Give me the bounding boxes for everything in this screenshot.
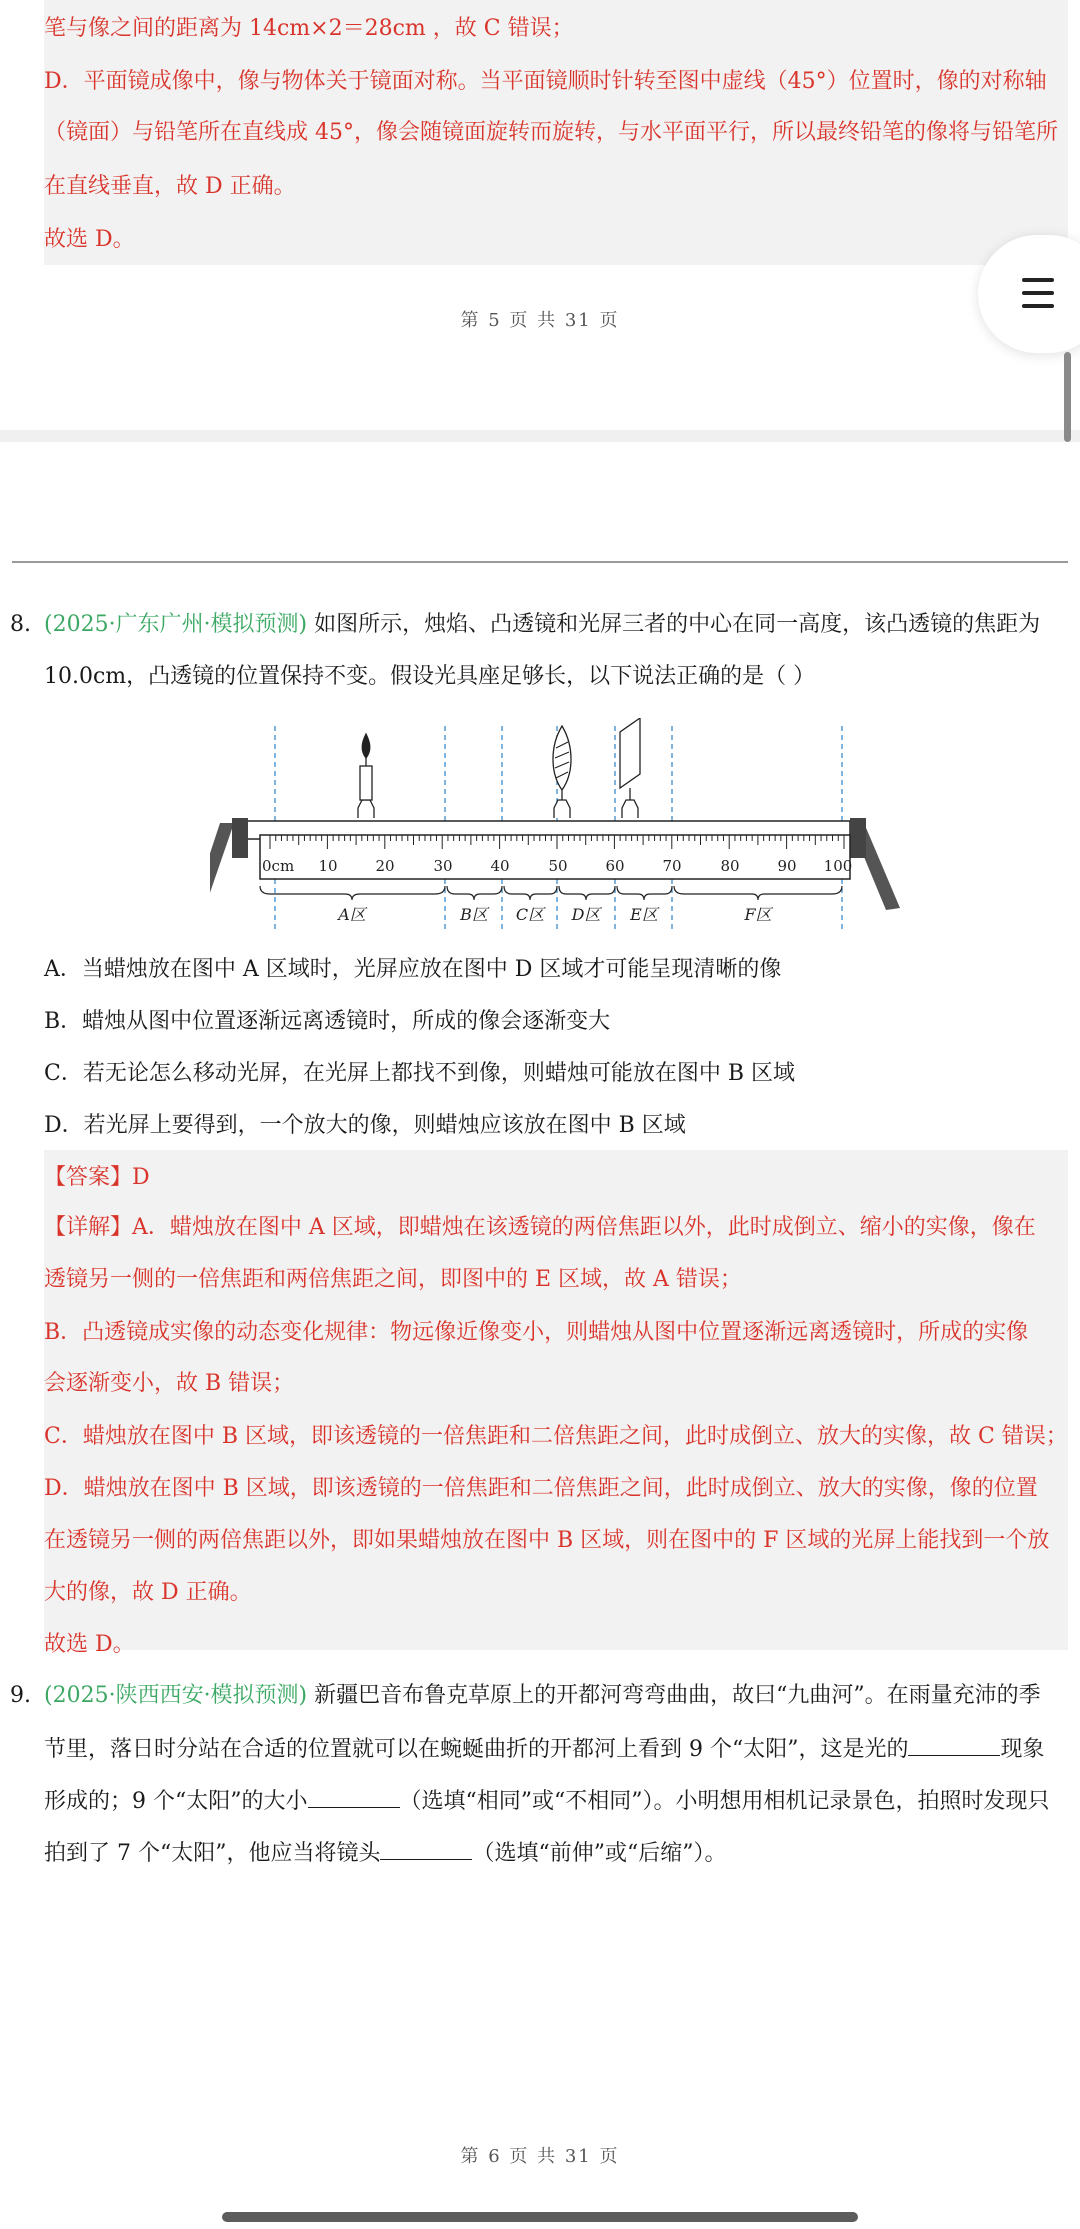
prev-line-3: （镜面）与铅笔所在直线成 45°，像会随镜面旋转而旋转，与水平面平行，所以最终铅笔的像将与铅笔所 (44, 120, 1058, 145)
q9-line-3 (44, 1785, 1064, 1817)
q8-source: (2025·广东广州·模拟预测) (44, 612, 308, 637)
q8-detail-3: B．凸透镜成实像的动态变化规律：物远像近像变小，则蜡烛从图中位置逐渐远离透镜时，所成的实像 (44, 1320, 1029, 1345)
q8-detail-5: C．蜡烛放在图中 B 区域，即该透镜的一倍焦距和二倍焦距之间，此时成倒立、放大的实像，故 C 错误； (44, 1424, 1068, 1449)
home-indicator[interactable] (222, 2212, 858, 2222)
tick-label: 80 (720, 857, 740, 875)
tick-label: 60 (605, 857, 625, 875)
q8-number: 8. (10, 612, 31, 637)
q9-line-4 (44, 1837, 1064, 1869)
q9-blank-3[interactable] (380, 1837, 472, 1860)
q9-blank-1[interactable] (908, 1733, 1000, 1756)
zone-label-e: E区 (630, 905, 658, 924)
q9-source: (2025·陕西西安·模拟预测) (44, 1683, 308, 1708)
prev-line-1: 笔与像之间的距离为 14cm×2＝28cm ，故 C 错误； (44, 16, 574, 41)
left-leg (210, 823, 234, 910)
tick-label: 20 (375, 857, 395, 875)
header-divider (12, 561, 1068, 563)
tick-label: 10 (318, 857, 338, 875)
q8-detail-9: 故选 D。 (44, 1632, 135, 1657)
prev-line-5: 故选 D。 (44, 227, 135, 252)
tick-label: 100 (823, 857, 853, 875)
menu-icon (1022, 304, 1054, 308)
zone-label-a: A区 (338, 905, 366, 924)
scrollbar-thumb[interactable] (1064, 352, 1071, 442)
zone-braces (260, 886, 842, 900)
zone-label-f: F区 (744, 905, 772, 924)
q8-detail-2: 透镜另一侧的一倍焦距和两倍焦距之间，即图中的 E 区域，故 A 错误； (44, 1267, 742, 1292)
tick-label: 90 (777, 857, 797, 875)
q9-blank-2[interactable] (308, 1785, 400, 1808)
menu-icon (1022, 291, 1054, 295)
menu-icon (1022, 278, 1054, 282)
page-5-bottom (0, 0, 1080, 430)
q8-detail-7: 在透镜另一侧的两倍焦距以外，即如果蜡烛放在图中 B 区域，则在图中的 F 区域的光屏上能找到一个放 (44, 1528, 1050, 1553)
right-end-block (850, 818, 866, 858)
q8-stem-line-2: 10.0cm，凸透镜的位置保持不变。假设光具座足够长，以下说法正确的是（ ） (44, 664, 816, 689)
convex-lens (553, 726, 571, 818)
q9-line-1 (44, 1681, 1064, 1711)
q9-text-2b: 现象 (1000, 1737, 1045, 1762)
left-end-block (232, 818, 248, 858)
candle (358, 734, 374, 818)
q8-answer: 【答案】D (44, 1165, 150, 1190)
q8-option-a: A．当蜡烛放在图中 A 区域时，光屏应放在图中 D 区域才可能呈现清晰的像 (44, 957, 782, 982)
q9-text-2a: 节里，落日时分站在合适的位置就可以在蜿蜒曲折的开都河上看到 9 个“太阳”，这是光的 (44, 1737, 909, 1762)
q9-text-3a: 形成的；9 个“太阳”的大小 (44, 1789, 308, 1814)
q9-text-4b: （选填“前伸”或“后缩”）。 (472, 1841, 727, 1866)
q8-option-d: D．若光屏上要得到，一个放大的像，则蜡烛应该放在图中 B 区域 (44, 1113, 686, 1138)
tick-label: 70 (662, 857, 682, 875)
q8-stem-line-1 (44, 610, 1064, 640)
q8-stem-text: 如图所示，烛焰、凸透镜和光屏三者的中心在同一高度，该凸透镜的焦距为 (314, 612, 1041, 637)
zone-label-c: C区 (515, 905, 545, 924)
prev-line-2: D．平面镜成像中，像与物体关于镜面对称。当平面镜顺时针转至图中虚线（45°）位置时，像的对称轴 (44, 69, 1047, 94)
q8-option-c: C．若无论怎么移动光屏，在光屏上都找不到像，则蜡烛可能放在图中 B 区域 (44, 1061, 795, 1086)
page-footer-5: 第 5 页 共 31 页 (460, 310, 620, 331)
q9-text-1: 新疆巴音布鲁克草原上的开都河弯弯曲曲，故曰“九曲河”。在雨量充沛的季 (314, 1683, 1041, 1708)
tick-label: 30 (433, 857, 453, 875)
q8-detail-6: D．蜡烛放在图中 B 区域，即该透镜的一倍焦距和二倍焦距之间，此时成倒立、放大的实像，像的位置 (44, 1476, 1038, 1501)
q8-detail-8: 大的像，故 D 正确。 (44, 1580, 252, 1605)
page-gap (0, 430, 1080, 442)
page-footer-6: 第 6 页 共 31 页 (460, 2146, 620, 2167)
q8-detail-4: 会逐渐变小，故 B 错误； (44, 1371, 295, 1396)
tick-label: 50 (548, 857, 568, 875)
q8-detail-1: 【详解】A．蜡烛放在图中 A 区域，即蜡烛在该透镜的两倍焦距以外，此时成倒立、缩小的实像，像在 (44, 1215, 1036, 1240)
optical-bench-figure (210, 718, 910, 938)
q9-text-4a: 拍到了 7 个“太阳”，他应当将镜头 (44, 1841, 381, 1866)
prev-line-4: 在直线垂直，故 D 正确。 (44, 174, 296, 199)
zone-label-d: D区 (571, 905, 601, 924)
ruler-unit-label: 0cm (262, 857, 295, 875)
zone-label-b: B区 (460, 905, 488, 924)
q9-number: 9. (10, 1683, 31, 1708)
q9-text-3b: （选填“相同”或“不相同”）。小明想用相机记录景色，拍照时发现只 (399, 1789, 1050, 1814)
zone-labels (336, 905, 773, 924)
q8-option-b: B．蜡烛从图中位置逐渐远离透镜时，所成的像会逐渐变大 (44, 1009, 611, 1034)
q9-line-2 (44, 1733, 1064, 1765)
tick-label: 40 (490, 857, 510, 875)
light-screen (620, 718, 640, 818)
